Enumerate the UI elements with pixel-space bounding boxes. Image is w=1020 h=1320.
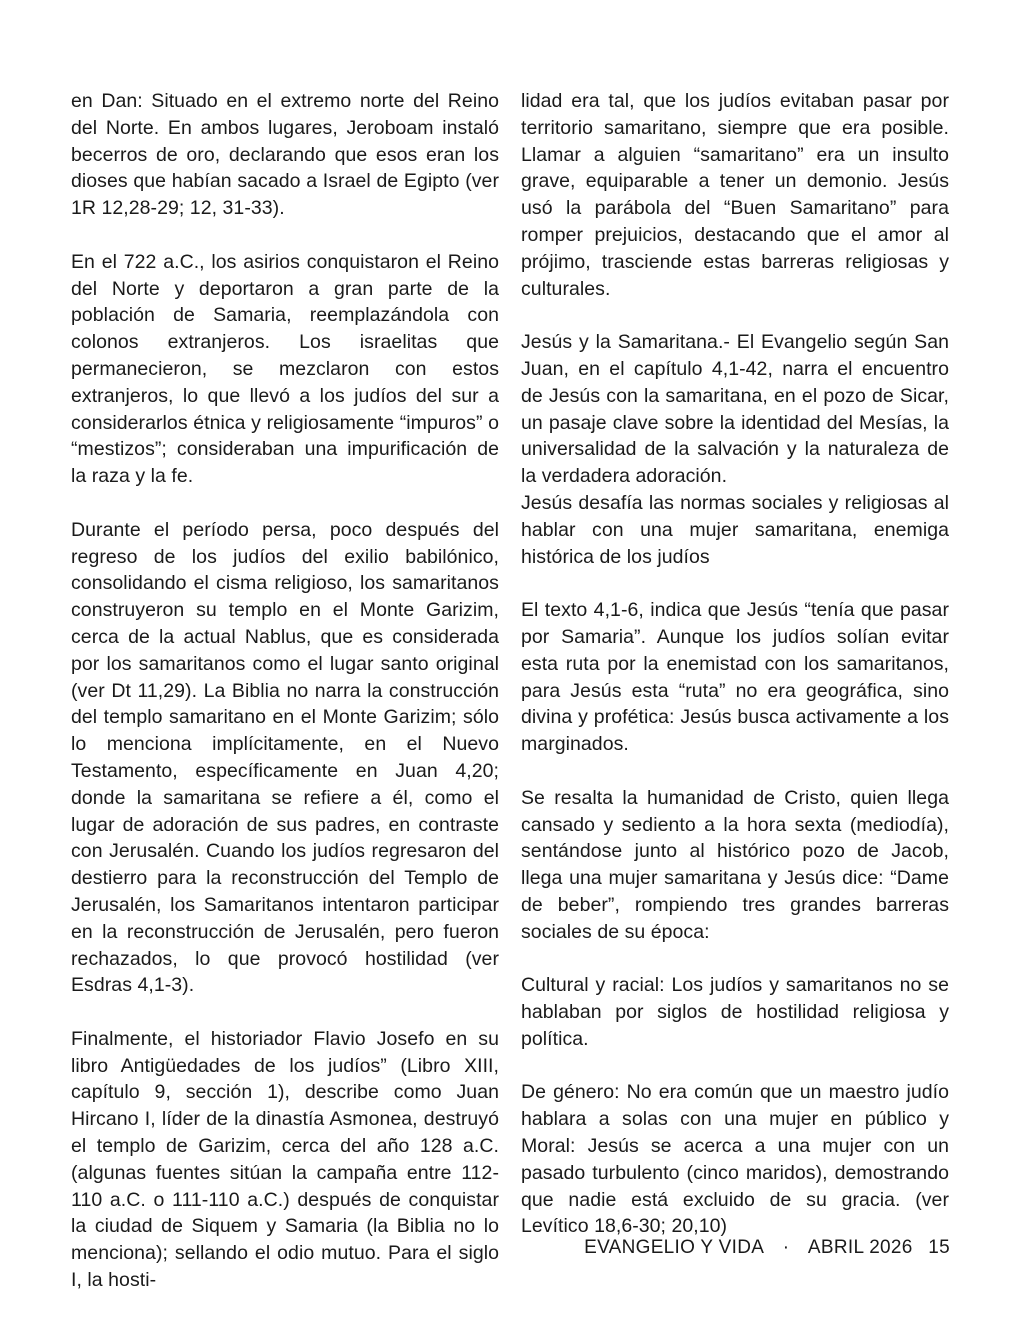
paragraph: Cultural y racial: Los judíos y samaritanos no se hablaban por siglos de hostilidad religiosa y política. [521,974,949,1050]
paragraph: El texto 4,1-6, indica que Jesús “tenía que pasar por Samaria”. Aunque los judíos solían evitar esta ruta por la enemistad con los samaritanos, para Jesús esta “ruta” no era geográfica, sino divina y profética: Jesús busca activamente a los marginados. [521,599,949,756]
left-text-column [71,88,499,1294]
paragraph: Jesús y la Samaritana.- El Evangelio según San Juan, en el capítulo 4,1-42, narra el encuentro de Jesús con la samaritana, en el pozo de Sicar, un pasaje clave sobre la identidad del Mesías, la universalidad de la salvación y la naturaleza de la verdadera adoración. [521,331,949,488]
paragraph: Jesús desafía las normas sociales y religiosas al hablar con una mujer samaritana, enemiga histórica de los judíos [521,491,949,568]
paragraph: en Dan: Situado en el extremo norte del Reino del Norte. En ambos lugares, Jeroboam instaló becerros de oro, declarando que esos eran los dioses que habían sacado a Israel de Egipto (ver 1R 12,28-29; 12, 31-33). [71,90,499,220]
issue-date: ABRIL 2026 [807,1237,913,1258]
page-number: 15 [928,1237,950,1258]
paragraph: Finalmente, el historiador Flavio Josefo en su libro Antigüedades de los judíos” (Libro XIII, capítulo 9, sección 1), describe como Juan Hircano I, líder de la dinastía Asmonea, destruyó el templo de Garizim, cerca del año 128 a.C. (algunas fuentes sitúan la campaña entre 112-110 a.C. o 111-110 a.C.) después de conquistar la ciudad de Siquem y Samaria (la Biblia no lo menciona); sellando el odio mutuo. Para el siglo I, la hosti- [71,1027,499,1292]
publication-name: EVANGELIO Y VIDA [584,1237,764,1258]
paragraph: Durante el período persa, poco después del regreso de los judíos del exilio babilónico, consolidando el cisma religioso, los samaritanos construyeron su templo en el Monte Garizim, cerca de la actual Nablus, que es considerada por los samaritanos como el lugar santo original (ver Dt 11,29). La Biblia no narra la construcción del templo samaritano en el Monte Garizim; sólo lo menciona implícitamente, en el Nuevo Testamento, específicamente en Juan 4,20; donde la samaritana se refiere a él, como el lugar de adoración de sus padres, en contraste con Jerusalén. Cuando los judíos regresaron del destierro para la reconstrucción del Templo de Jerusalén, los Samaritanos intentaron participar en la reconstrucción de Jerusalén, pero fueron rechazados, lo que provocó hostilidad (ver Esdras 4,1-3). [71,518,499,997]
right-text-column [521,88,949,1240]
paragraph: De género: No era común que un maestro judío hablara a solas con una mujer en público y Moral: Jesús se acerca a una mujer con un pasado turbulento (cinco maridos), demostrando que nadie está excluido de su gracia. (ver Levítico 18,6-30; 20,10) [521,1081,949,1238]
page-footer [584,1237,950,1259]
footer-separator: · [782,1237,790,1258]
paragraph: Se resalta la humanidad de Cristo, quien llega cansado y sediento a la hora sexta (mediodía), sentándose junto al histórico pozo de Jacob, llega una mujer samaritana y Jesús dice: “Dame de beber”, rompiendo tres grandes barreras sociales de su época: [521,786,949,943]
paragraph: En el 722 a.C., los asirios conquistaron el Reino del Norte y deportaron a gran parte de la población de Samaria, reemplazándola con colonos extranjeros. Los israelitas que permanecieron, se mezclaron con estos extranjeros, lo que llevó a los judíos del sur a considerarlos étnica y religiosamente “impuros” o “mestizos”; consideraban una impurificación de la raza y la fe. [71,250,499,488]
paragraph: lidad era tal, que los judíos evitaban pasar por territorio samaritano, siempre que era posible. Llamar a alguien “samaritano” era un insulto grave, equiparable a tener un demonio. Jesús usó la parábola del “Buen Samaritano” para romper prejuicios, destacando que el amor al prójimo, trasciende estas barreras religiosas y culturales. [521,90,949,300]
